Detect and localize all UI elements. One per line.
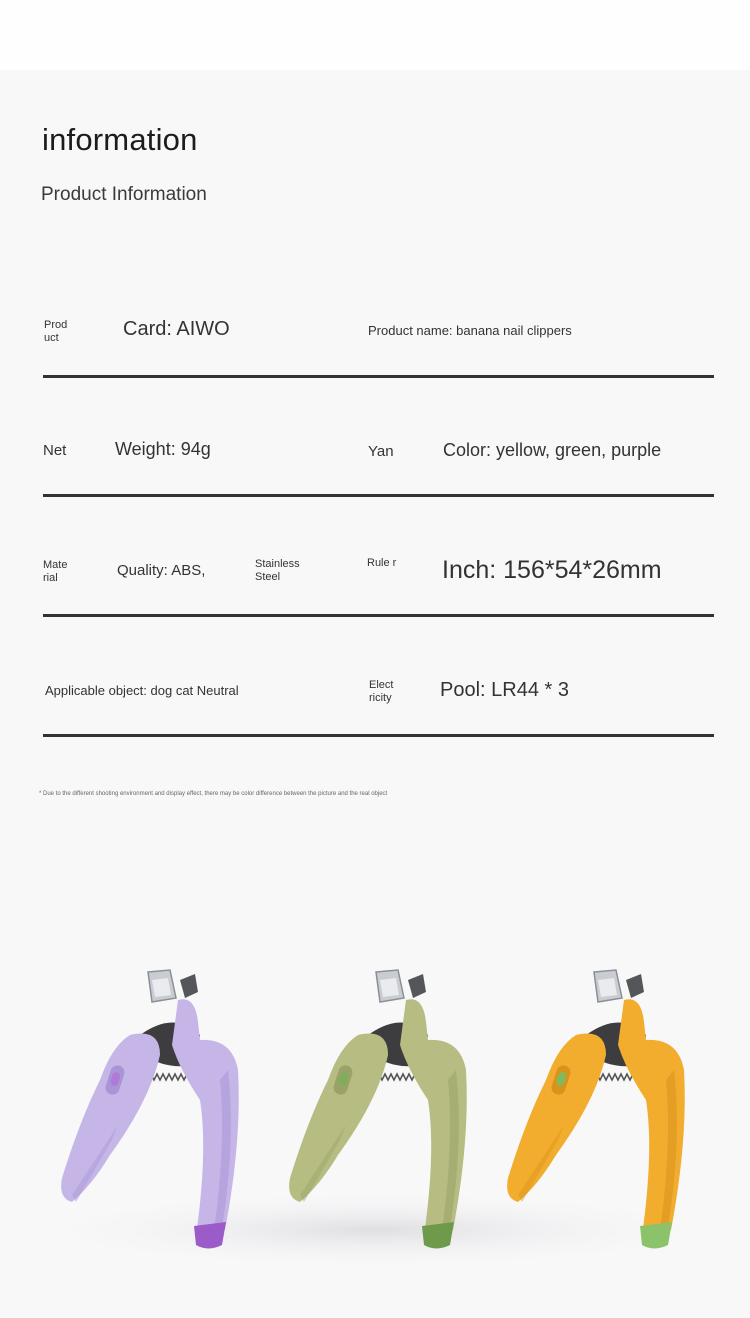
front-handle: [507, 1034, 606, 1202]
page-heading: information: [42, 122, 198, 157]
material-value-2: Stainless Steel: [255, 558, 300, 583]
front-handle: [61, 1034, 160, 1202]
top-band: [0, 0, 750, 70]
color-value: Color: yellow, green, purple: [443, 440, 662, 460]
size-value: Inch: 156*54*26mm: [442, 556, 662, 584]
page-subheading: Product Information: [41, 184, 207, 205]
color-label: Yan: [368, 443, 394, 460]
product-photo: [0, 940, 750, 1280]
blade: [180, 974, 198, 998]
color-disclaimer: * Due to the different shooting environment and display effect, there may be color difference between the picture and the real object: [39, 791, 388, 797]
row-divider: [43, 734, 714, 737]
front-handle: [289, 1034, 388, 1202]
blade-window: [152, 978, 171, 997]
applicable-object-value: Applicable object: dog cat Neutral: [45, 683, 239, 698]
material-label: Mate rial: [43, 559, 68, 584]
handle-tip: [422, 1222, 454, 1249]
blade: [408, 974, 426, 998]
size-label: Rule r: [367, 557, 397, 569]
weight-label: Net: [43, 442, 67, 459]
battery-label: Elect ricity: [369, 679, 394, 704]
material-value: Quality: ABS,: [117, 562, 206, 579]
row-divider: [43, 375, 714, 378]
weight-value: Weight: 94g: [115, 439, 211, 459]
handle-tip: [640, 1222, 672, 1249]
product-name-value: Product name: banana nail clippers: [368, 323, 572, 338]
handle-tip: [194, 1222, 226, 1249]
brand-value: Card: AIWO: [123, 318, 230, 340]
battery-value: Pool: LR44 * 3: [440, 679, 569, 701]
row-divider: [43, 614, 714, 617]
blade-window: [380, 978, 399, 997]
brand-label: Prod uct: [44, 319, 68, 344]
blade: [626, 974, 644, 998]
blade-window: [598, 978, 617, 997]
row-divider: [43, 494, 714, 497]
